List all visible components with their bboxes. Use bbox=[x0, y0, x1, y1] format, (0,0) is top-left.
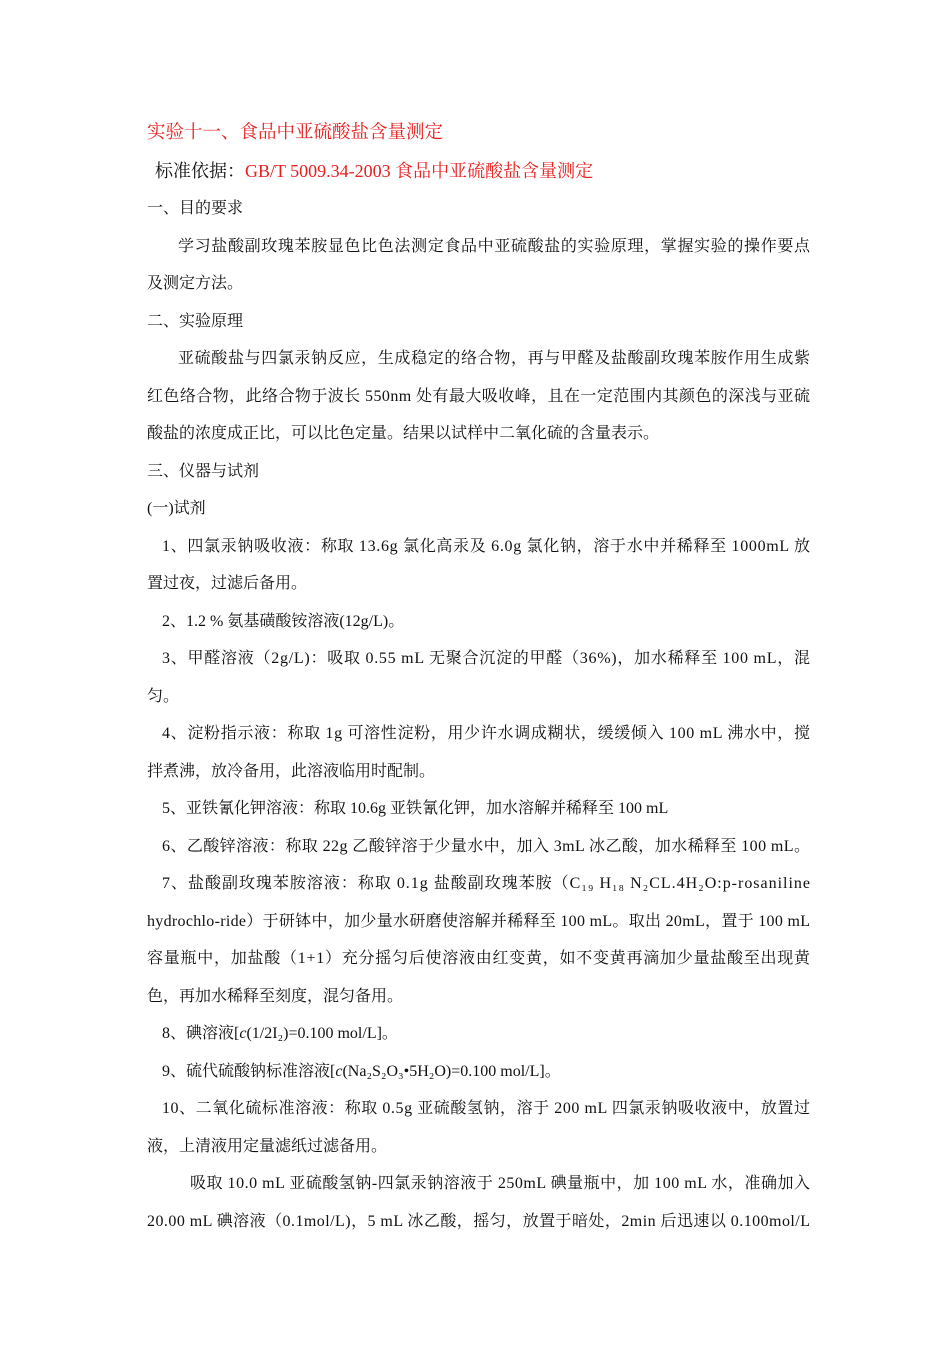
reagent-line-text: 1、四氯汞钠吸收液：称取 13.6g 氯化高汞及 6.0g 氯化钠，溶于水中并稀释至 1000mL 放 bbox=[162, 537, 811, 555]
reagent-line-text bbox=[162, 1025, 398, 1042]
reagent-line-text: 拌煮沸，放冷备用，此溶液临用时配制。 bbox=[147, 762, 436, 780]
reagent-line bbox=[147, 715, 810, 753]
subheading-reagents bbox=[147, 490, 810, 528]
reagent-line-text: 匀。 bbox=[147, 687, 180, 705]
reagent-line bbox=[147, 903, 810, 941]
reagent-line bbox=[147, 1128, 810, 1166]
reagent-text-before: 9、硫代硫酸钠标准溶液[ bbox=[162, 1062, 336, 1080]
section-heading-purpose bbox=[147, 190, 810, 228]
reagent-line bbox=[147, 1015, 810, 1053]
concentration-variable: c bbox=[335, 1062, 343, 1080]
reagent-line bbox=[147, 790, 810, 828]
reagent-line bbox=[147, 1053, 810, 1091]
reagent-item-1 bbox=[147, 528, 810, 603]
standard-basis bbox=[147, 153, 810, 191]
reagent-line bbox=[147, 640, 810, 678]
reagent-line-text: hydrochlo-ride）于研钵中，加少量水研磨使溶解并稀释至 100 mL。取出 20mL，置于 100 mL bbox=[147, 912, 811, 930]
reagent-item-2 bbox=[147, 603, 810, 641]
reagent-line bbox=[147, 940, 810, 978]
paragraph-line-text: 亚硫酸盐与四氯汞钠反应，生成稳定的络合物，再与甲醛及盐酸副玫瑰苯胺作用生成紫 bbox=[178, 350, 811, 367]
reagent-line-text bbox=[162, 1063, 561, 1080]
reagent-line bbox=[147, 753, 810, 791]
reagent-line-text: 4、淀粉指示液：称取 1g 可溶性淀粉，用少许水调成糊状，缓缓倾入 100 mL 沸水中，搅 bbox=[162, 725, 811, 742]
section-heading-text: 三、仪器与试剂 bbox=[147, 462, 260, 480]
reagent-line bbox=[147, 978, 810, 1016]
reagent-line-text: 7、盐酸副玫瑰苯胺溶液：称取 0.1g 盐酸副玫瑰苯胺（C₁₉ H₁₈ N₂CL.4H₂O:p-rosaniline bbox=[162, 875, 811, 892]
standard-basis-label: 标准依据： bbox=[155, 160, 245, 181]
reagent-text-before: 8、碘溶液[ bbox=[162, 1025, 240, 1042]
document-title-line bbox=[147, 115, 810, 153]
paragraph-procedure bbox=[147, 1165, 810, 1240]
paragraph-line bbox=[147, 1203, 810, 1241]
paragraph-line bbox=[147, 340, 810, 378]
paragraph-line bbox=[147, 265, 810, 303]
reagent-item-10 bbox=[147, 1090, 810, 1165]
paragraph-line-text: 20.00 mL 碘溶液（0.1mol/L)，5 mL 冰乙酸，摇匀，放置于暗处，2min 后迅速以 0.100mol/L bbox=[147, 1212, 811, 1230]
reagent-item-7 bbox=[147, 865, 810, 1015]
reagent-line bbox=[147, 565, 810, 603]
reagent-text-after: (1/2I₂)=0.100 mol/L]。 bbox=[246, 1025, 398, 1042]
reagent-line-text: 色，再加水稀释至刻度，混匀备用。 bbox=[147, 987, 404, 1005]
standard-number: GB/T 5009.34-2003 食品中亚硫酸盐含量测定 bbox=[245, 160, 594, 181]
reagent-line bbox=[147, 865, 810, 903]
paragraph-line bbox=[147, 378, 810, 416]
reagent-item-8 bbox=[147, 1015, 810, 1053]
paragraph-line-text: 吸取 10.0 mL 亚硫酸氢钠-四氯汞钠溶液于 250mL 碘量瓶中，加 100 mL 水，准确加入 bbox=[190, 1175, 811, 1192]
reagent-item-6 bbox=[147, 828, 810, 866]
reagent-line bbox=[147, 678, 810, 716]
section-heading-principle bbox=[147, 303, 810, 341]
reagent-line-text: 置过夜，过滤后备用。 bbox=[147, 575, 308, 592]
paragraph-line-text: 红色络合物，此络合物于波长 550nm 处有最大吸收峰，且在一定范围内其颜色的深浅与亚硫 bbox=[147, 387, 811, 405]
paragraph-line-text: 酸盐的浓度成正比，可以比色定量。结果以试样中二氧化硫的含量表示。 bbox=[147, 425, 660, 442]
reagent-line-text: 5、亚铁氰化钾溶液：称取 10.6g 亚铁氰化钾，加水溶解并稀释至 100 mL bbox=[162, 800, 669, 817]
paragraph-line bbox=[147, 1165, 810, 1203]
reagent-line bbox=[147, 1090, 810, 1128]
reagent-item-4 bbox=[147, 715, 810, 790]
reagent-item-3 bbox=[147, 640, 810, 715]
reagent-line bbox=[147, 603, 810, 641]
paragraph-line bbox=[147, 415, 810, 453]
reagent-text-after: (Na₂S₂O₃•5H₂O)=0.100 mol/L]。 bbox=[342, 1062, 561, 1080]
reagent-line bbox=[147, 528, 810, 566]
reagent-line-text: 3、甲醛溶液（2g/L)：吸取 0.55 mL 无聚合沉淀的甲醛（36%)，加水稀释至 100 mL，混 bbox=[162, 650, 811, 667]
reagent-line-text: 2、1.2 % 氨基磺酸铵溶液(12g/L)。 bbox=[162, 612, 405, 630]
paragraph-purpose bbox=[147, 228, 810, 303]
subheading-text: (一)试剂 bbox=[147, 500, 206, 517]
section-heading-text: 一、目的要求 bbox=[147, 200, 244, 217]
paragraph-principle bbox=[147, 340, 810, 453]
section-heading-materials bbox=[147, 453, 810, 491]
reagent-line-text: 容量瓶中，加盐酸（1+1）充分摇匀后使溶液由红变黄，如不变黄再滴加少量盐酸至出现黄 bbox=[147, 950, 811, 967]
concentration-variable: c bbox=[239, 1025, 247, 1042]
paragraph-line-text: 及测定方法。 bbox=[147, 275, 244, 292]
section-heading-text: 二、实验原理 bbox=[147, 312, 244, 330]
document-title: 实验十一、食品中亚硫酸盐含量测定 bbox=[147, 123, 444, 143]
reagent-line-text: 液，上清液用定量滤纸过滤备用。 bbox=[147, 1137, 388, 1155]
document-page bbox=[147, 115, 810, 1240]
reagent-item-9 bbox=[147, 1053, 810, 1091]
paragraph-line bbox=[147, 228, 810, 266]
reagent-line bbox=[147, 828, 810, 866]
reagent-line-text: 6、乙酸锌溶液：称取 22g 乙酸锌溶于少量水中，加入 3mL 冰乙酸，加水稀释至 100 mL。 bbox=[162, 837, 811, 855]
reagent-line-text: 10、二氧化硫标准溶液：称取 0.5g 亚硫酸氢钠，溶于 200 mL 四氯汞钠吸收液中，放置过 bbox=[162, 1100, 811, 1117]
standard-basis-text bbox=[155, 161, 593, 181]
paragraph-line-text: 学习盐酸副玫瑰苯胺显色比色法测定食品中亚硫酸盐的实验原理，掌握实验的操作要点 bbox=[178, 237, 811, 255]
reagent-item-5 bbox=[147, 790, 810, 828]
